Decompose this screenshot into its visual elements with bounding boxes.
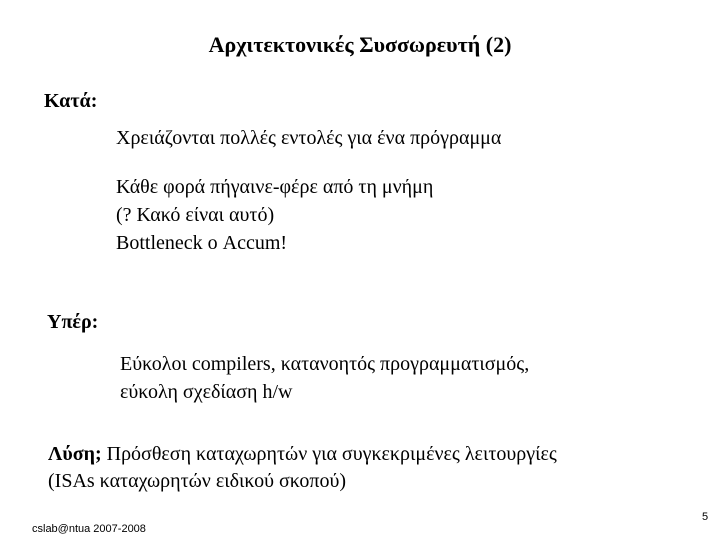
pros-point-1: Εύκολοι compilers, κατανοητός προγραμματισμός, — [120, 353, 530, 375]
footer-credit: cslab@ntua 2007-2008 — [32, 523, 146, 535]
solution-continuation: (ISAs καταχωρητών ειδικού σκοπού) — [48, 470, 347, 492]
solution-text: Πρόσθεση καταχωρητών για συγκεκριμένες λειτουργίες — [101, 443, 557, 465]
pros-point-2: εύκολη σχεδίαση h/w — [120, 381, 293, 403]
cons-point-4: Bottleneck ο Accum! — [116, 232, 288, 254]
cons-point-2: Κάθε φορά πήγαινε-φέρε από τη μνήμη — [116, 176, 434, 198]
cons-heading: Κατά: — [44, 90, 98, 112]
solution-label: Λύση; — [48, 443, 102, 465]
cons-point-3: (? Κακό είναι αυτό) — [116, 204, 275, 226]
page-number: 5 — [702, 511, 709, 523]
solution-line — [48, 441, 557, 467]
pros-heading: Υπέρ: — [47, 311, 99, 333]
slide-title: Αρχιτεκτονικές Συσσωρευτή (2) — [208, 32, 512, 57]
cons-point-1: Χρειάζονται πολλές εντολές για ένα πρόγραμμα — [116, 127, 502, 149]
